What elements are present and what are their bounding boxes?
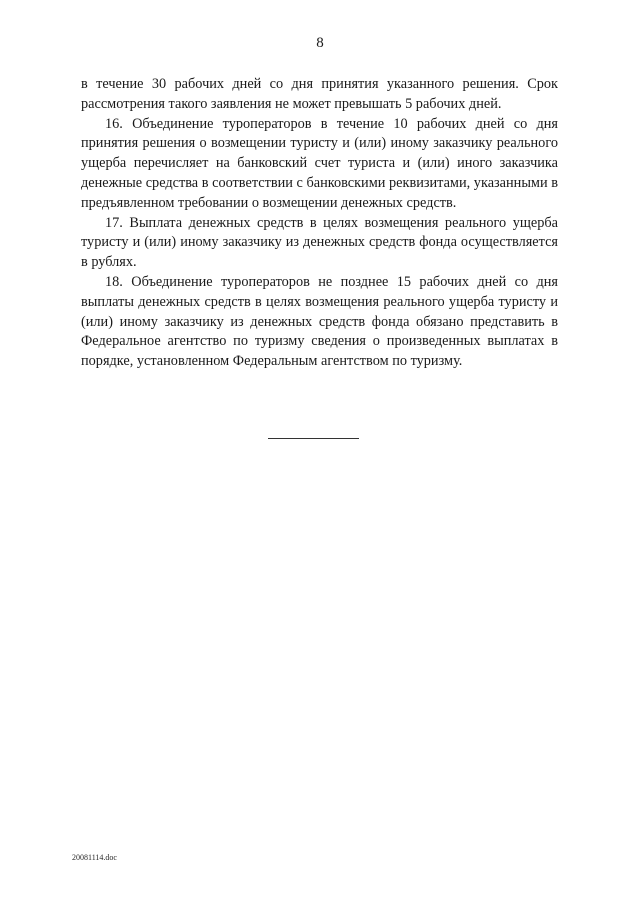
page-number: 8 bbox=[316, 35, 324, 51]
closing-divider bbox=[268, 438, 359, 439]
paragraph-18: 18. Объединение туроператоров не позднее 15 рабочих дней со дня выплаты денежных средств в целях возмещения реального ущерба туристу и (или) иному заказчику из денежных средств фонда обязано представить в Федеральное агентство по туризму сведения о произведенных выплатах в порядке, установленном Федеральным агентством по туризму. bbox=[81, 273, 558, 370]
paragraph-17: 17. Выплата денежных средств в целях возмещения реального ущерба туристу и (или) иному заказчику из денежных средств фонда осуществляется в рублях. bbox=[81, 214, 558, 271]
paragraph-continuation: в течение 30 рабочих дней со дня принятия указанного решения. Срок рассмотрения такого заявления не может превышать 5 рабочих дней. bbox=[81, 76, 558, 112]
document-body bbox=[81, 75, 558, 372]
file-reference: 20081114.doc bbox=[72, 853, 117, 862]
paragraph-16: 16. Объединение туроператоров в течение 10 рабочих дней со дня принятия решения о возмещении туристу и (или) иному заказчику реального ущерба перечисляет на банковский счет туриста и (или) иного заказчика денежные средства в соответствии с банковскими реквизитами, указанными в предъявленном требовании о возмещении денежных средств. bbox=[81, 115, 558, 211]
